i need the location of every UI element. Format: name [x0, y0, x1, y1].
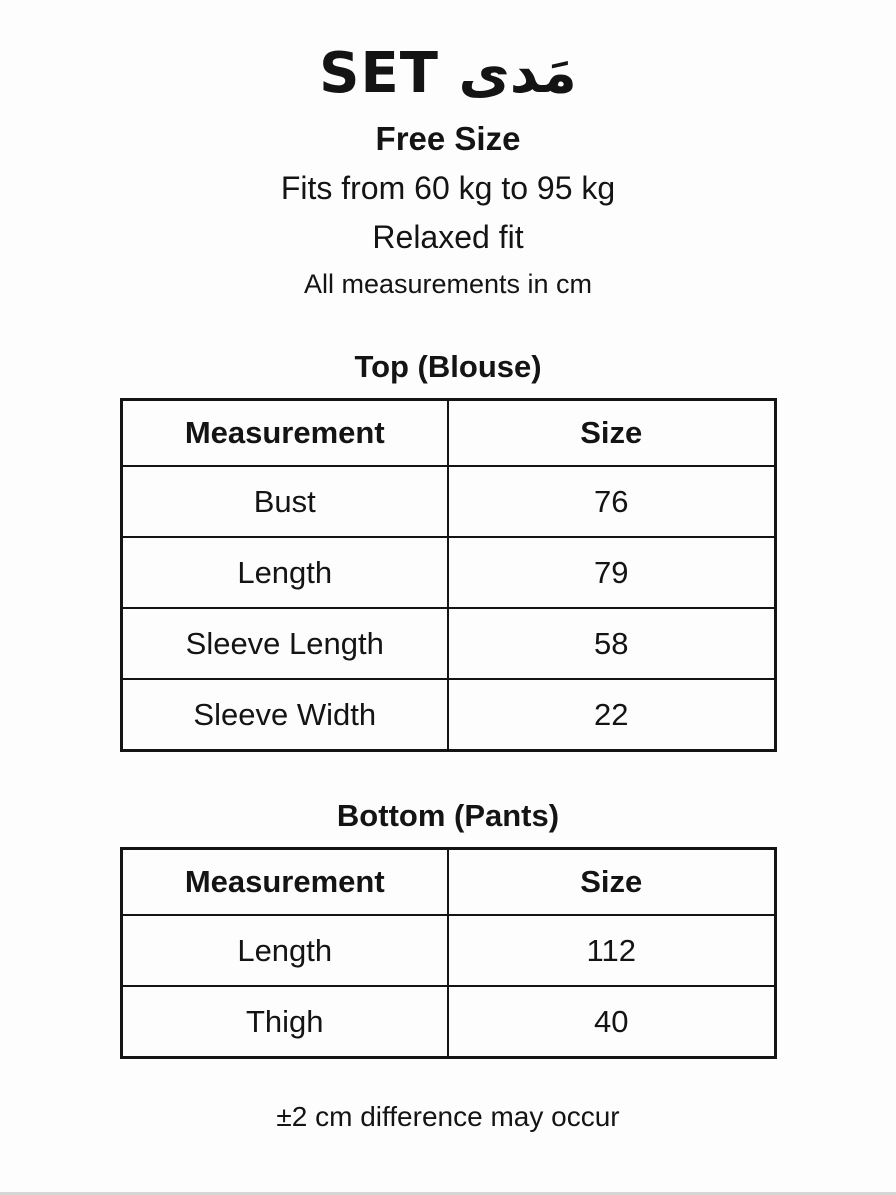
column-header-measurement: Measurement: [121, 849, 448, 916]
bottom-pants-heading: Bottom (Pants): [336, 798, 560, 834]
measurement-label: Thigh: [121, 986, 448, 1058]
page-title: مَدى SET: [319, 41, 577, 106]
measurement-value: 79: [448, 537, 775, 608]
column-header-size: Size: [448, 849, 775, 916]
fits-range-text: Fits from 60 kg to 95 kg: [280, 170, 616, 207]
measurement-value: 76: [448, 466, 775, 537]
bottom-pants-section: [120, 798, 777, 1059]
column-header-measurement: Measurement: [121, 400, 448, 467]
tolerance-note: ±2 cm difference may occur: [276, 1101, 620, 1133]
top-blouse-heading: Top (Blouse): [354, 349, 542, 385]
table-row: [121, 679, 775, 751]
measurement-value: 58: [448, 608, 775, 679]
table-row: [121, 986, 775, 1058]
bottom-pants-table: [120, 847, 777, 1059]
table-row: [121, 466, 775, 537]
measurement-label: Length: [121, 915, 448, 986]
column-header-size: Size: [448, 400, 775, 467]
measurement-label: Sleeve Length: [121, 608, 448, 679]
table-row: [121, 915, 775, 986]
table-row: [121, 608, 775, 679]
top-blouse-section: [120, 349, 777, 752]
measurement-label: Length: [121, 537, 448, 608]
measurement-label: Bust: [121, 466, 448, 537]
units-note: All measurements in cm: [303, 269, 593, 300]
table-row: [121, 537, 775, 608]
measurement-label: Sleeve Width: [121, 679, 448, 751]
table-header-row: [121, 849, 775, 916]
table-header-row: [121, 400, 775, 467]
measurement-value: 40: [448, 986, 775, 1058]
top-blouse-table: [120, 398, 777, 752]
free-size-label: Free Size: [375, 120, 521, 158]
measurement-value: 22: [448, 679, 775, 751]
measurement-value: 112: [448, 915, 775, 986]
fit-style-text: Relaxed fit: [372, 219, 524, 256]
